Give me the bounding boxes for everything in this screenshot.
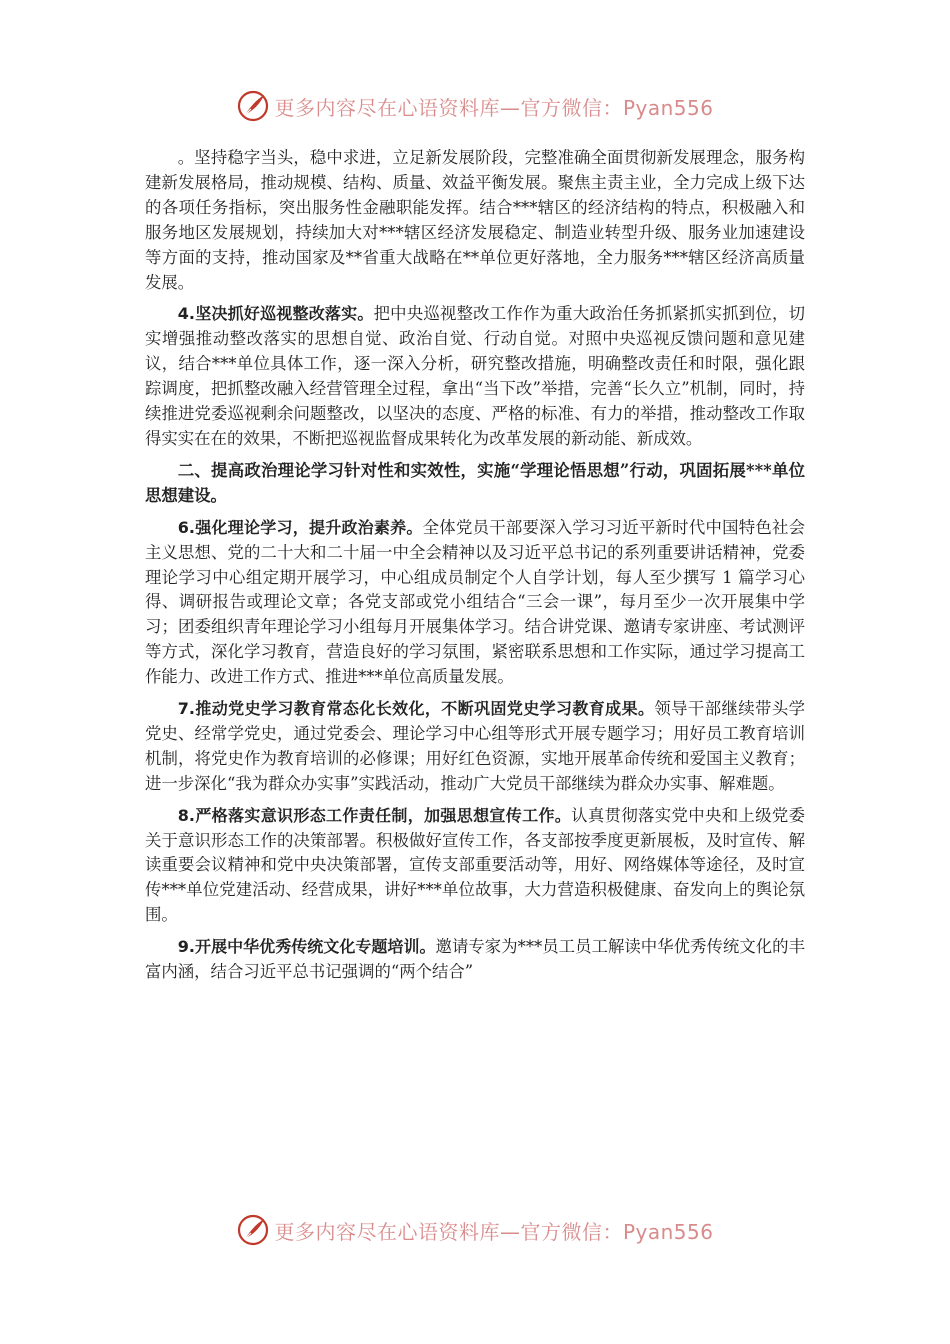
paragraph-item-7 — [145, 697, 805, 797]
item-heading: 4.坚决抓好巡视整改落实。 — [177, 304, 374, 324]
paragraph-item-8 — [145, 804, 805, 929]
item-heading: 9.开展中华优秀传统文化专题培训。 — [177, 937, 436, 957]
paragraph-body: 邀请专家为***员工员工解读中华优秀传统文化的丰富内涵，结合习近平总书记强调的“两个结合” — [145, 937, 805, 982]
paragraph-item-9 — [145, 935, 805, 985]
document-body — [145, 146, 805, 992]
paragraph-intro — [145, 146, 805, 295]
paragraph-body: 全体党员干部要深入学习习近平新时代中国特色社会主义思想、党的二十大和二十届一中全会精神以及习近平总书记的系列重要讲话精神，党委理论学习中心组定期开展学习，中心组成员制定个人自学计划，每人至少撰写 1 篇学习心得、调研报告或理论文章；各党支部或党小组结合“三会一课”，每月至少一次开展集中学习；团委组织青年理论学习小组每月开展集体学习。结合讲党课、邀请专家讲座、考试测评等方式，深化学习教育，营造良好的学习氛围，紧密联系思想和工作实际，通过学习提高工作能力、改进工作方式、推进***单位高质量发展。 — [145, 517, 806, 687]
feather-pen-logo-icon — [236, 1213, 270, 1247]
paragraph-item-6 — [145, 516, 805, 690]
paragraph-body: 把中央巡视整改工作作为重大政治任务抓紧抓实抓到位，切实增强推动整改落实的思想自觉、政治自觉、行动自觉。对照中央巡视反馈问题和意见建议，结合***单位具体工作，逐一深入分析，研究整改措施，明确整改责任和时限，强化跟踪调度，把抓整改融入经营管理全过程，拿出“当下改”举措，完善“长久立”机制，同时，持续推进党委巡视剩余问题整改，以坚决的态度、严格的标准、有力的举措，推动整改工作取得实实在在的效果，不断把巡视监督成果转化为改革发展的新动能、新成效。 — [145, 304, 806, 448]
item-heading: 8.严格落实意识形态工作责任制，加强思想宣传工作。 — [177, 805, 572, 825]
watermark-text: 更多内容尽在心语资料库—官方微信：Pyan556 — [274, 1219, 714, 1244]
footer-watermark — [0, 1210, 950, 1250]
item-heading: 6.强化理论学习，提升政治素养。 — [177, 517, 423, 537]
paragraph-body: 。坚持稳字当头，稳中求进，立足新发展阶段，完整准确全面贯彻新发展理念，服务构建新发展格局，推动规模、结构、质量、效益平衡发展。聚焦主责主业，全力完成上级下达的各项任务指标，突出服务性金融职能发挥。结合***辖区的经济结构的特点，积极融入和服务地区发展规划，持续加大对***辖区经济发展稳定、制造业转型升级、服务业加速建设等方面的支持，推动国家及**省重大战略在**单位更好落地，全力服务***辖区经济高质量发展。 — [145, 148, 805, 292]
paragraph-body: 认真贯彻落实党中央和上级党委关于意识形态工作的决策部署。积极做好宣传工作，各支部按季度更新展板，及时宣传、解读重要会议精神和党中央决策部署，宣传支部重要活动等，用好、网络媒体等途径，及时宣传***单位党建活动、经营成果，讲好***单位故事，大力营造积极健康、奋发向上的舆论氛围。 — [145, 805, 806, 925]
feather-pen-logo-icon — [236, 89, 270, 123]
section-heading-2: 二、提高政治理论学习针对性和实效性，实施“学理论悟思想”行动，巩固拓展***单位思想建设。 — [145, 460, 805, 505]
header-watermark — [0, 86, 950, 126]
watermark-text: 更多内容尽在心语资料库—官方微信：Pyan556 — [274, 95, 714, 120]
item-heading: 7.推动党史学习教育常态化长效化，不断巩固党史学习教育成果。 — [177, 699, 655, 719]
paragraph-item-4 — [145, 302, 805, 451]
paragraph-body: 领导干部继续带头学党史、经常学党史，通过党委会、理论学习中心组等形式开展专题学习；用好员工教育培训机制，将党史作为教育培训的必修课；用好红色资源，实地开展革命传统和爱国主义教育；进一步深化“我为群众办实事”实践活动，推动广大党员干部继续为群众办实事、解难题。 — [145, 699, 806, 793]
